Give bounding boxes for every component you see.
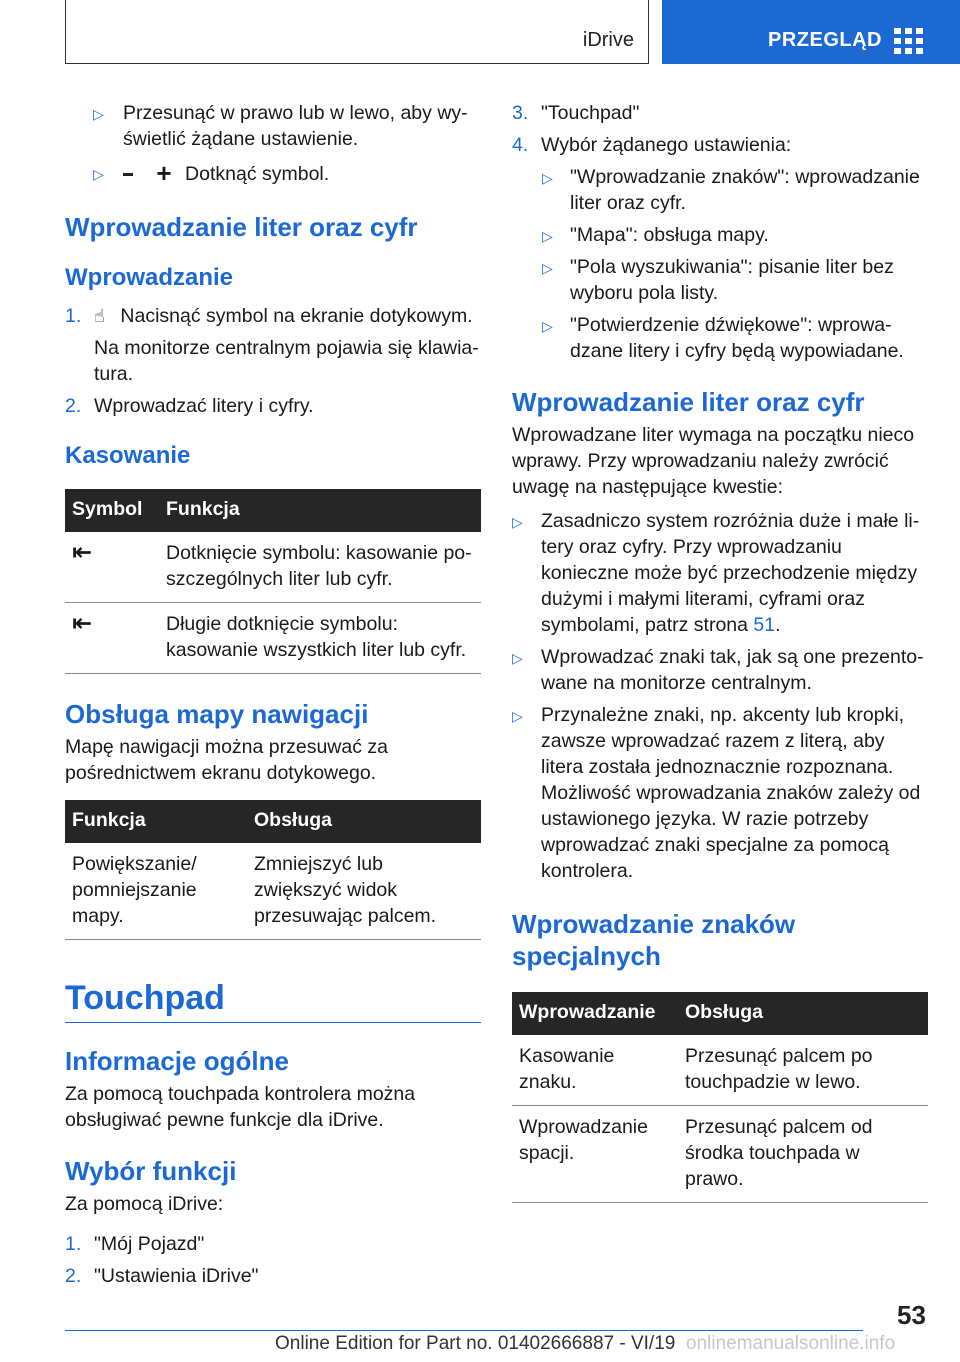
- bullet-text: .: [775, 614, 781, 636]
- list-item: [512, 222, 928, 248]
- list-item: [512, 644, 928, 696]
- bullet-text: Dotknąć symbol.: [185, 163, 330, 185]
- table-cell: Wprowadzanie spacji.: [512, 1106, 678, 1203]
- header-tab-label: iDrive: [582, 29, 634, 51]
- step-number: 1.: [65, 305, 82, 327]
- option-text: "Pola wyszukiwania": pisanie liter bez wyboru pola listy.: [570, 256, 894, 304]
- table-header: Symbol: [65, 489, 159, 532]
- step-text: Na monitorze centralnym pojawia się klawiatura.: [94, 337, 479, 385]
- chapter-heading: Touchpad: [65, 978, 481, 1023]
- table-header: Funkcja: [65, 800, 247, 843]
- list-item: [65, 1231, 481, 1257]
- triangle-bullet-icon: ▷: [93, 106, 104, 122]
- subsection-heading: Kasowanie: [65, 442, 191, 469]
- section-heading: Wprowadzanie znaków specjalnych: [512, 909, 796, 971]
- edition-text: Online Edition for Part no. 01402666887 - VI/19: [275, 1333, 676, 1354]
- list-item: [512, 100, 928, 126]
- section-heading: Obsługa mapy nawigacji: [65, 699, 369, 729]
- step-number: 4.: [512, 134, 529, 156]
- list-item: [65, 100, 481, 152]
- table-header: Wprowadzanie: [512, 992, 678, 1035]
- table-cell: Dotknięcie symbolu: kasowanie poszczególnych liter lub cyfr.: [159, 532, 481, 603]
- backspace-icon: ⇤: [65, 532, 159, 603]
- minus-icon: [123, 173, 133, 176]
- table-header: Funkcja: [159, 489, 481, 532]
- list-item: [512, 164, 928, 216]
- triangle-bullet-icon: ▷: [542, 260, 553, 276]
- table-cell: Zmniejszyć lub zwiększyć widok przesuwając palcem.: [247, 843, 481, 940]
- option-text: "Wprowadzanie znaków": wprowadzanie liter oraz cyfr.: [570, 166, 920, 214]
- plus-icon: +: [156, 158, 172, 188]
- list-item: [512, 702, 928, 884]
- triangle-bullet-icon: ▷: [512, 650, 523, 666]
- page-number: 53: [897, 1300, 926, 1330]
- special-chars-table: [512, 992, 928, 1203]
- option-text: "Mapa": obsługa mapy.: [570, 224, 769, 246]
- map-table: [65, 800, 481, 940]
- table-row: [65, 603, 481, 674]
- list-item: [512, 508, 928, 638]
- bullet-text: Przesunąć w prawo lub w lewo, aby wyświetlić żądane ustawienie.: [123, 102, 468, 150]
- step-text: "Mój Pojazd": [94, 1233, 205, 1255]
- right-column: [512, 100, 928, 1203]
- triangle-bullet-icon: ▷: [542, 228, 553, 244]
- table-header: Obsługa: [678, 992, 928, 1035]
- table-cell: Kasowanie znaku.: [512, 1035, 678, 1106]
- paragraph: Za pomocą touchpada kontrolera można obsługiwać pewne funkcje dla iDrive.: [65, 1083, 416, 1131]
- step-number: 3.: [512, 102, 529, 124]
- list-item: [512, 254, 928, 306]
- step-number: 2.: [65, 1265, 82, 1287]
- section-heading: Wprowadzanie liter oraz cyfr: [512, 387, 865, 417]
- section-heading: Informacje ogólne: [65, 1046, 289, 1076]
- table-row: [512, 1035, 928, 1106]
- list-item: [512, 132, 928, 158]
- step-text: Wybór żądanego ustawienia:: [541, 134, 792, 156]
- table-cell: Przesunąć palcem od środka touchpada w prawo.: [678, 1106, 928, 1203]
- list-item: [65, 335, 481, 387]
- section-heading: Wprowadzanie liter oraz cyfr: [65, 212, 418, 242]
- step-text: Nacisnąć symbol na ekranie dotykowym.: [120, 305, 473, 327]
- header-section-label: PRZEGLĄD: [768, 29, 882, 51]
- section-heading: Wybór funkcji: [65, 1156, 237, 1186]
- paragraph: Mapę nawigacji można przesuwać za pośrednictwem ekranu dotykowego.: [65, 736, 388, 784]
- triangle-bullet-icon: ▷: [512, 708, 523, 724]
- triangle-bullet-icon: ▷: [512, 514, 523, 530]
- left-column: [65, 100, 481, 1289]
- step-text: "Touchpad": [541, 102, 640, 124]
- table-cell: Przesunąć palcem po touchpadzie w lewo.: [678, 1035, 928, 1106]
- step-text: Wprowadzać litery i cyfry.: [94, 395, 314, 417]
- step-text: "Ustawienia iDrive": [94, 1265, 259, 1287]
- watermark: onlinemanualsonline.info: [686, 1333, 896, 1354]
- table-header: Obsługa: [247, 800, 481, 843]
- subsection-heading: Wprowadzanie: [65, 264, 234, 291]
- triangle-bullet-icon: ▷: [542, 318, 553, 334]
- table-row: [65, 532, 481, 603]
- symbol-table: [65, 489, 481, 674]
- option-text: "Potwierdzenie dźwiękowe": wprowadzane litery i cyfry będą wypowiadane.: [570, 314, 904, 362]
- table-row: [512, 1106, 928, 1203]
- list-item: [65, 393, 481, 419]
- bullet-text: Wprowadzać znaki tak, jak są one prezentowane na monitorze centralnym.: [541, 646, 924, 694]
- table-cell: Długie dotknięcie symbolu: kasowanie wszystkich liter lub cyfr.: [159, 603, 481, 674]
- paragraph: Wprowadzane liter wymaga na początku nieco wprawy. Przy wprowadzaniu należy zwrócić uwagę na następujące kwestie:: [512, 424, 915, 498]
- list-item: [65, 1263, 481, 1289]
- header-tab: [65, 0, 649, 64]
- backspace-icon: ⇤: [65, 603, 159, 674]
- bullet-text: Zasadniczo system rozróżnia duże i małe litery oraz cyfry. Przy wprowadzaniu konieczne może być przechodzenie między dużymi i małymi literami, cyframi oraz symbolami, patrz strona: [541, 510, 920, 636]
- list-item: [65, 160, 481, 187]
- footer-divider: [65, 1330, 863, 1331]
- table-row: [65, 843, 481, 940]
- triangle-bullet-icon: ▷: [93, 166, 104, 182]
- list-item: [512, 312, 928, 364]
- bullet-text: Przynależne znaki, np. akcenty lub kropki, zawsze wprowadzać razem z literą, aby litera została jednoznacznie rozpoznana. Możliwość wprowadzania znaków zależy od ustawionego języka. W razie potrzeby wprowadzać znaki specjalne za pomocą kontrolera.: [541, 704, 921, 882]
- paragraph: Za pomocą iDrive:: [65, 1193, 224, 1215]
- table-cell: Powiększanie/ pomniejszanie mapy.: [65, 843, 247, 940]
- header-section[interactable]: [662, 0, 960, 64]
- touch-hand-icon: ☝: [94, 306, 105, 326]
- triangle-bullet-icon: ▷: [542, 170, 553, 186]
- grid-menu-icon: [894, 28, 924, 54]
- list-item: [65, 303, 481, 329]
- step-number: 2.: [65, 395, 82, 417]
- step-number: 1.: [65, 1233, 82, 1255]
- page-link[interactable]: 51: [753, 614, 776, 636]
